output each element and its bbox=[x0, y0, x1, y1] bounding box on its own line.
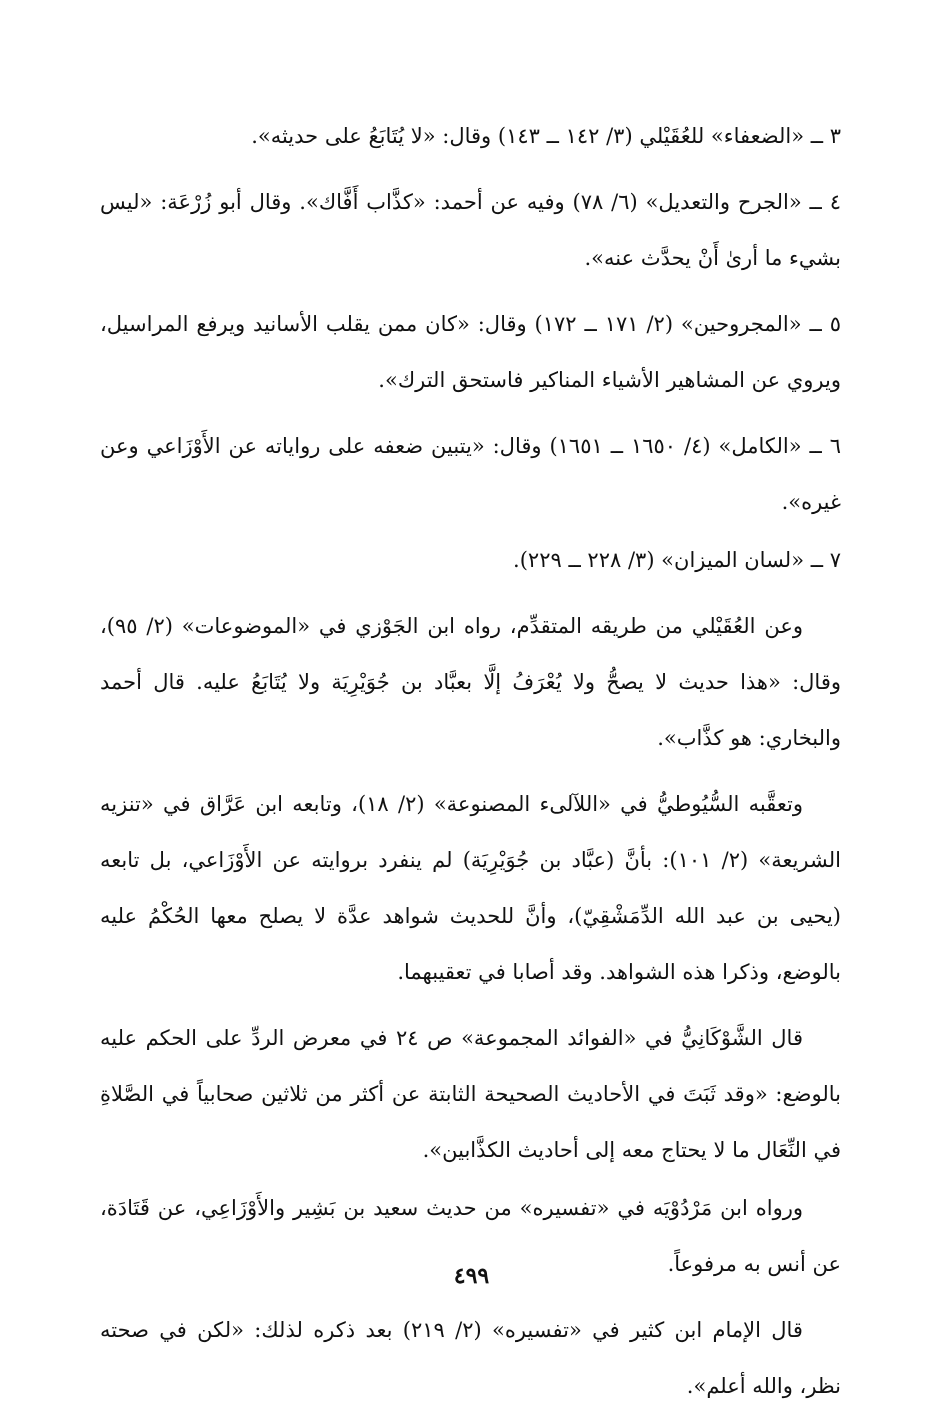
footnote-item-6: ٦ ــ «الكامل» (٤/ ١٦٥٠ ــ ١٦٥١) وقال: «يتبين ضعفه على رواياته عن الأَوْزَاعي وعن غيره». bbox=[100, 434, 842, 514]
page-body bbox=[100, 108, 841, 1414]
footnote-item-4: ٤ ــ «الجرح والتعديل» (٦/ ٧٨) وفيه عن أحمد: «كذَّاب أَفَّاك». وقال أبو زُرْعَة: «ليس بشيء ما أرىٰ أَنْ يحدَّث عنه». bbox=[100, 190, 841, 270]
body-paragraph: وتعقَّبه السُّيُوطيُّ في «اللآلىء المصنوعة» (٢/ ١٨)، وتابعه ابن عَرَّاق في «تنزيه الشريعة» (٢/ ١٠١): بأنَّ (عبَّاد بن جُوَيْرِيَة) لم ينفرد بروايته عن الأَوْزَاعي، بل تابعه (يحيى بن عبد الله الدِّمَشْقِيّ)، وأنَّ للحديث شواهد عدَّة لا يصلح معها الحُكْمُ عليه بالوضع، وذكرا هذه الشواهد. وقد أصابا في تعقيبهما. bbox=[100, 792, 841, 984]
body-paragraph: وعن العُقَيْلي من طريقه المتقدِّم، رواه ابن الجَوْزي في «الموضوعات» (٢/ ٩٥)، وقال: «هذا حديث لا يصحُّ ولا يُعْرَفُ إلَّا بعبَّاد بن جُوَيْرِيَة ولا يُتَابَعُ عليه. قال أحمد والبخاري: هو كذَّاب». bbox=[100, 614, 841, 750]
footnote-item-3: ٣ ــ «الضعفاء» للعُقَيْلي (٣/ ١٤٢ ــ ١٤٣) وقال: «لا يُتَابَعُ على حديثه». bbox=[251, 124, 841, 148]
page-number: ٤٩٩ bbox=[453, 1263, 490, 1289]
footnote-item-7: ٧ ــ «لسان الميزان» (٣/ ٢٢٨ ــ ٢٢٩). bbox=[513, 548, 841, 572]
body-paragraph: قال الإمام ابن كثير في «تفسيره» (٢/ ٢١٩) بعد ذكره لذلك: «لكن في صحته نظر، والله أعلم». bbox=[100, 1318, 841, 1398]
footnote-item-5: ٥ ــ «المجروحين» (٢/ ١٧١ ــ ١٧٢) وقال: «كان ممن يقلب الأسانيد ويرفع المراسيل، ويروي عن المشاهير الأشياء المناكير فاستحق الترك». bbox=[100, 312, 841, 392]
body-paragraph: قال الشَّوْكَانِيُّ في «الفوائد المجموعة» ص ٢٤ في معرض الردِّ على الحكم عليه بالوضع: «وقد ثَبَتَ في الأحاديث الصحيحة الثابتة عن أكثر من ثلاثين صحابياً في الصَّلاةِ في النِّعَال ما لا يحتاج معه إلى أحاديث الكذَّابين». bbox=[100, 1026, 841, 1162]
body-paragraph: ورواه ابن مَرْدُوْيَه في «تفسيره» من حديث سعيد بن بَشِير والأَوْزَاعِي، عن قَتَادَة، عن أنس به مرفوعاً. bbox=[100, 1196, 841, 1276]
